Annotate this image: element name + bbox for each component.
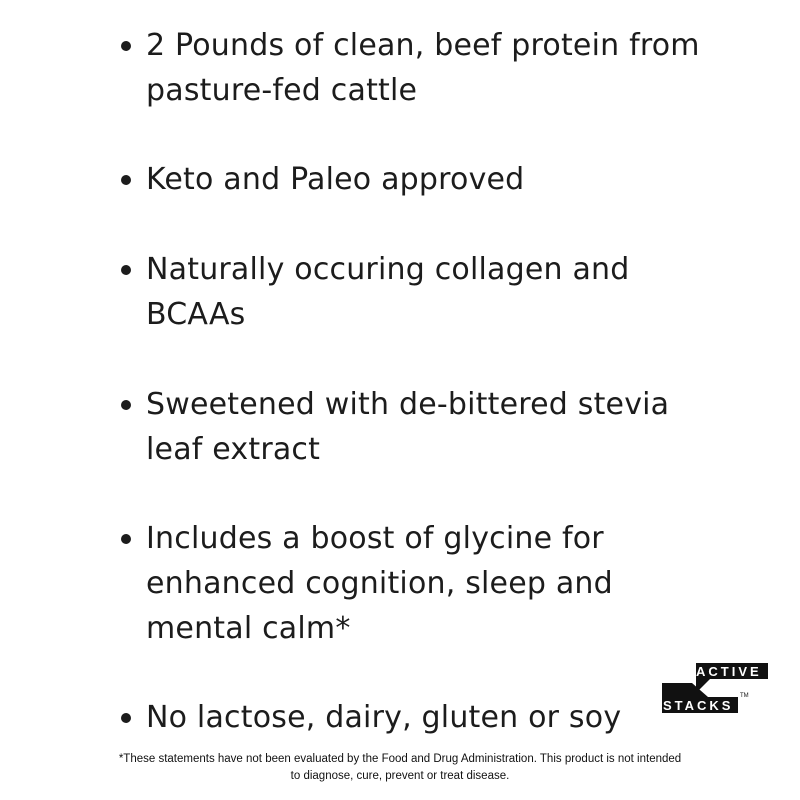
feature-item-beef-protein — [146, 23, 700, 113]
feature-item-glycine — [146, 516, 613, 651]
feature-text-line: leaf extract — [146, 432, 321, 467]
logo-word-active: ACTIVE — [696, 664, 762, 679]
feature-item-collagen — [146, 247, 630, 337]
logo-trademark: TM — [740, 693, 749, 699]
feature-text-line: BCAAs — [146, 297, 246, 332]
feature-item-stevia — [146, 382, 669, 472]
feature-text-line: 2 Pounds of clean, beef protein from — [146, 28, 700, 63]
fda-disclaimer — [50, 751, 750, 785]
bullet-dot-icon — [121, 400, 131, 410]
bullet-dot-icon — [121, 175, 131, 185]
feature-text-line: Sweetened with de-bittered stevia — [146, 387, 670, 422]
bullet-dot-icon — [121, 41, 131, 51]
feature-text-line: Naturally occuring collagen and — [146, 252, 630, 287]
bullet-dot-icon — [121, 265, 131, 275]
feature-text-line: No lactose, dairy, gluten or soy — [146, 700, 622, 735]
active-stacks-logo — [660, 655, 775, 725]
feature-text-line: mental calm* — [146, 611, 351, 646]
feature-text-line: pasture-fed cattle — [146, 73, 418, 108]
logo-word-stacks: STACKS — [663, 698, 734, 713]
feature-text-line: enhanced cognition, sleep and — [146, 566, 613, 601]
bullet-dot-icon — [121, 534, 131, 544]
feature-item-keto-paleo — [146, 157, 524, 202]
bullet-dot-icon — [121, 713, 131, 723]
feature-item-allergen-free — [146, 695, 621, 740]
disclaimer-line: to diagnose, cure, prevent or treat disease. — [290, 770, 510, 782]
feature-text-line: Includes a boost of glycine for — [146, 521, 604, 556]
disclaimer-line: *These statements have not been evaluated by the Food and Drug Administration. This product is not intended — [118, 753, 682, 765]
feature-text-line: Keto and Paleo approved — [146, 162, 525, 197]
